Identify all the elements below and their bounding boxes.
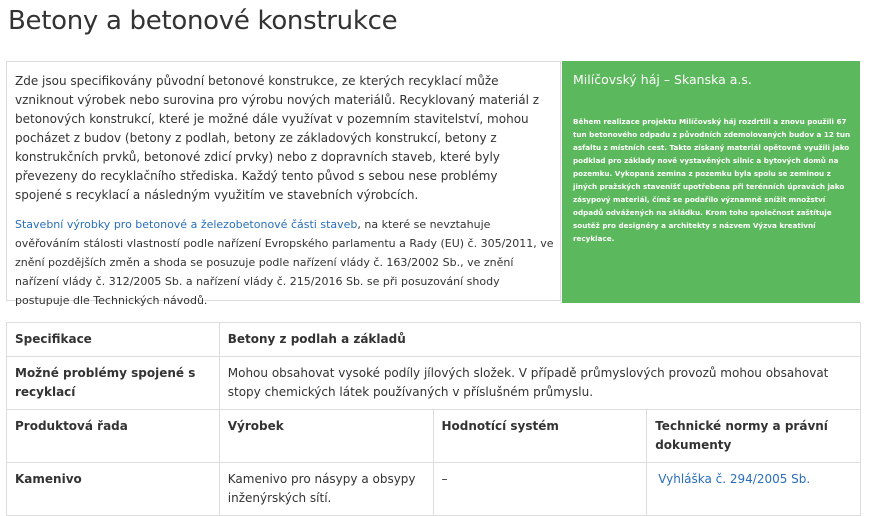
construction-products-link[interactable]: Stavební výrobky pro betonové a železobetonové části staveb: [15, 218, 358, 231]
case-study-box: [562, 61, 860, 303]
spec-value: Betony z podlah a základů: [219, 323, 860, 357]
spec-label: Specifikace: [7, 323, 220, 357]
case-study-text: Během realizace projektu Milíčovský háj rozdrtili a znovu použili 67 tun betonového odpadu z původních zdemolovaných budov a 12 tun asfaltu z místních cest. Takto získaný materiál opětovně využili jako podklad pro základy nově vystavěných silnic a bytových domů na pozemku. Vykopaná zemina z pozemku byla spolu se zeminou z jiných pražských stavenišť upotřebena při terénních úpravách jako zásypový materiál, čímž se podařilo významně snížit množství odpadů odvážených na skládku. Krom toho společnost zaštítuje soutěž pro designéry a architekty s názvem Výzva kreativní recyklace.: [573, 117, 851, 243]
table-row: [7, 357, 861, 410]
specification-table: [6, 322, 861, 516]
table-header-row: [7, 410, 861, 463]
intro-box: [6, 61, 561, 307]
problems-value: Mohou obsahovat vysoké podíly jílových složek. V případě průmyslových provozů mohou obsahovat stopy chemických látek používaných v příslušném průmyslu.: [219, 357, 860, 410]
standards-link[interactable]: Vyhláška č. 294/2005 Sb.: [658, 472, 811, 486]
table-row: [7, 323, 861, 357]
header-rating-system: Hodnotící systém: [433, 410, 647, 463]
header-standards: Technické normy a právní dokumenty: [647, 410, 861, 463]
header-product-line: Produktová řada: [7, 410, 220, 463]
problems-label: Možné problémy spojené s recyklací: [7, 357, 220, 410]
page-title: Betony a betonové konstrukce: [8, 6, 398, 36]
regulation-text: , na které se nevztahuje ověřováním stálosti vlastností podle nařízení Evropského parlamentu a Rady (EU) č. 305/2011, ve znění pozdějších změn a shoda se posuzuje podle nařízení vlády č. 163/2002 Sb., ve znění nařízení vlády č. 312/2005 Sb. a nařízení vlády č. 215/2016 Sb. se při posuzování shody postupuje dle Technických návodů.: [15, 218, 554, 307]
cell-product: Kamenivo pro násypy a obsypy inženýrských sítí.: [219, 463, 433, 516]
intro-paragraph: Zde jsou specifikovány původní betonové konstrukce, ze kterých recyklací může vzniknout výrobek nebo surovina pro výrobu nových materiálů. Recyklovaný materiál z betonových konstrukcí, které je možné dále využívat v pozemním stavitelství, mohou pocházet z budov (betony z podlah, betony ze základových konstrukcí, betony z konstrukčních prvků, betonové zdicí prvky) nebo z dopravních staveb, které byly převezeny do recyklačního střediska. Každý tento původ s sebou nese problémy spojené s recyklací a následným využitím ve stavebních výrobcích.: [15, 74, 540, 202]
cell-product-line: Kamenivo: [7, 463, 220, 516]
case-study-title: Milíčovský háj – Skanska a.s.: [573, 72, 752, 87]
header-product: Výrobek: [219, 410, 433, 463]
cell-rating-system: –: [433, 463, 647, 516]
regulation-paragraph: [15, 215, 555, 310]
